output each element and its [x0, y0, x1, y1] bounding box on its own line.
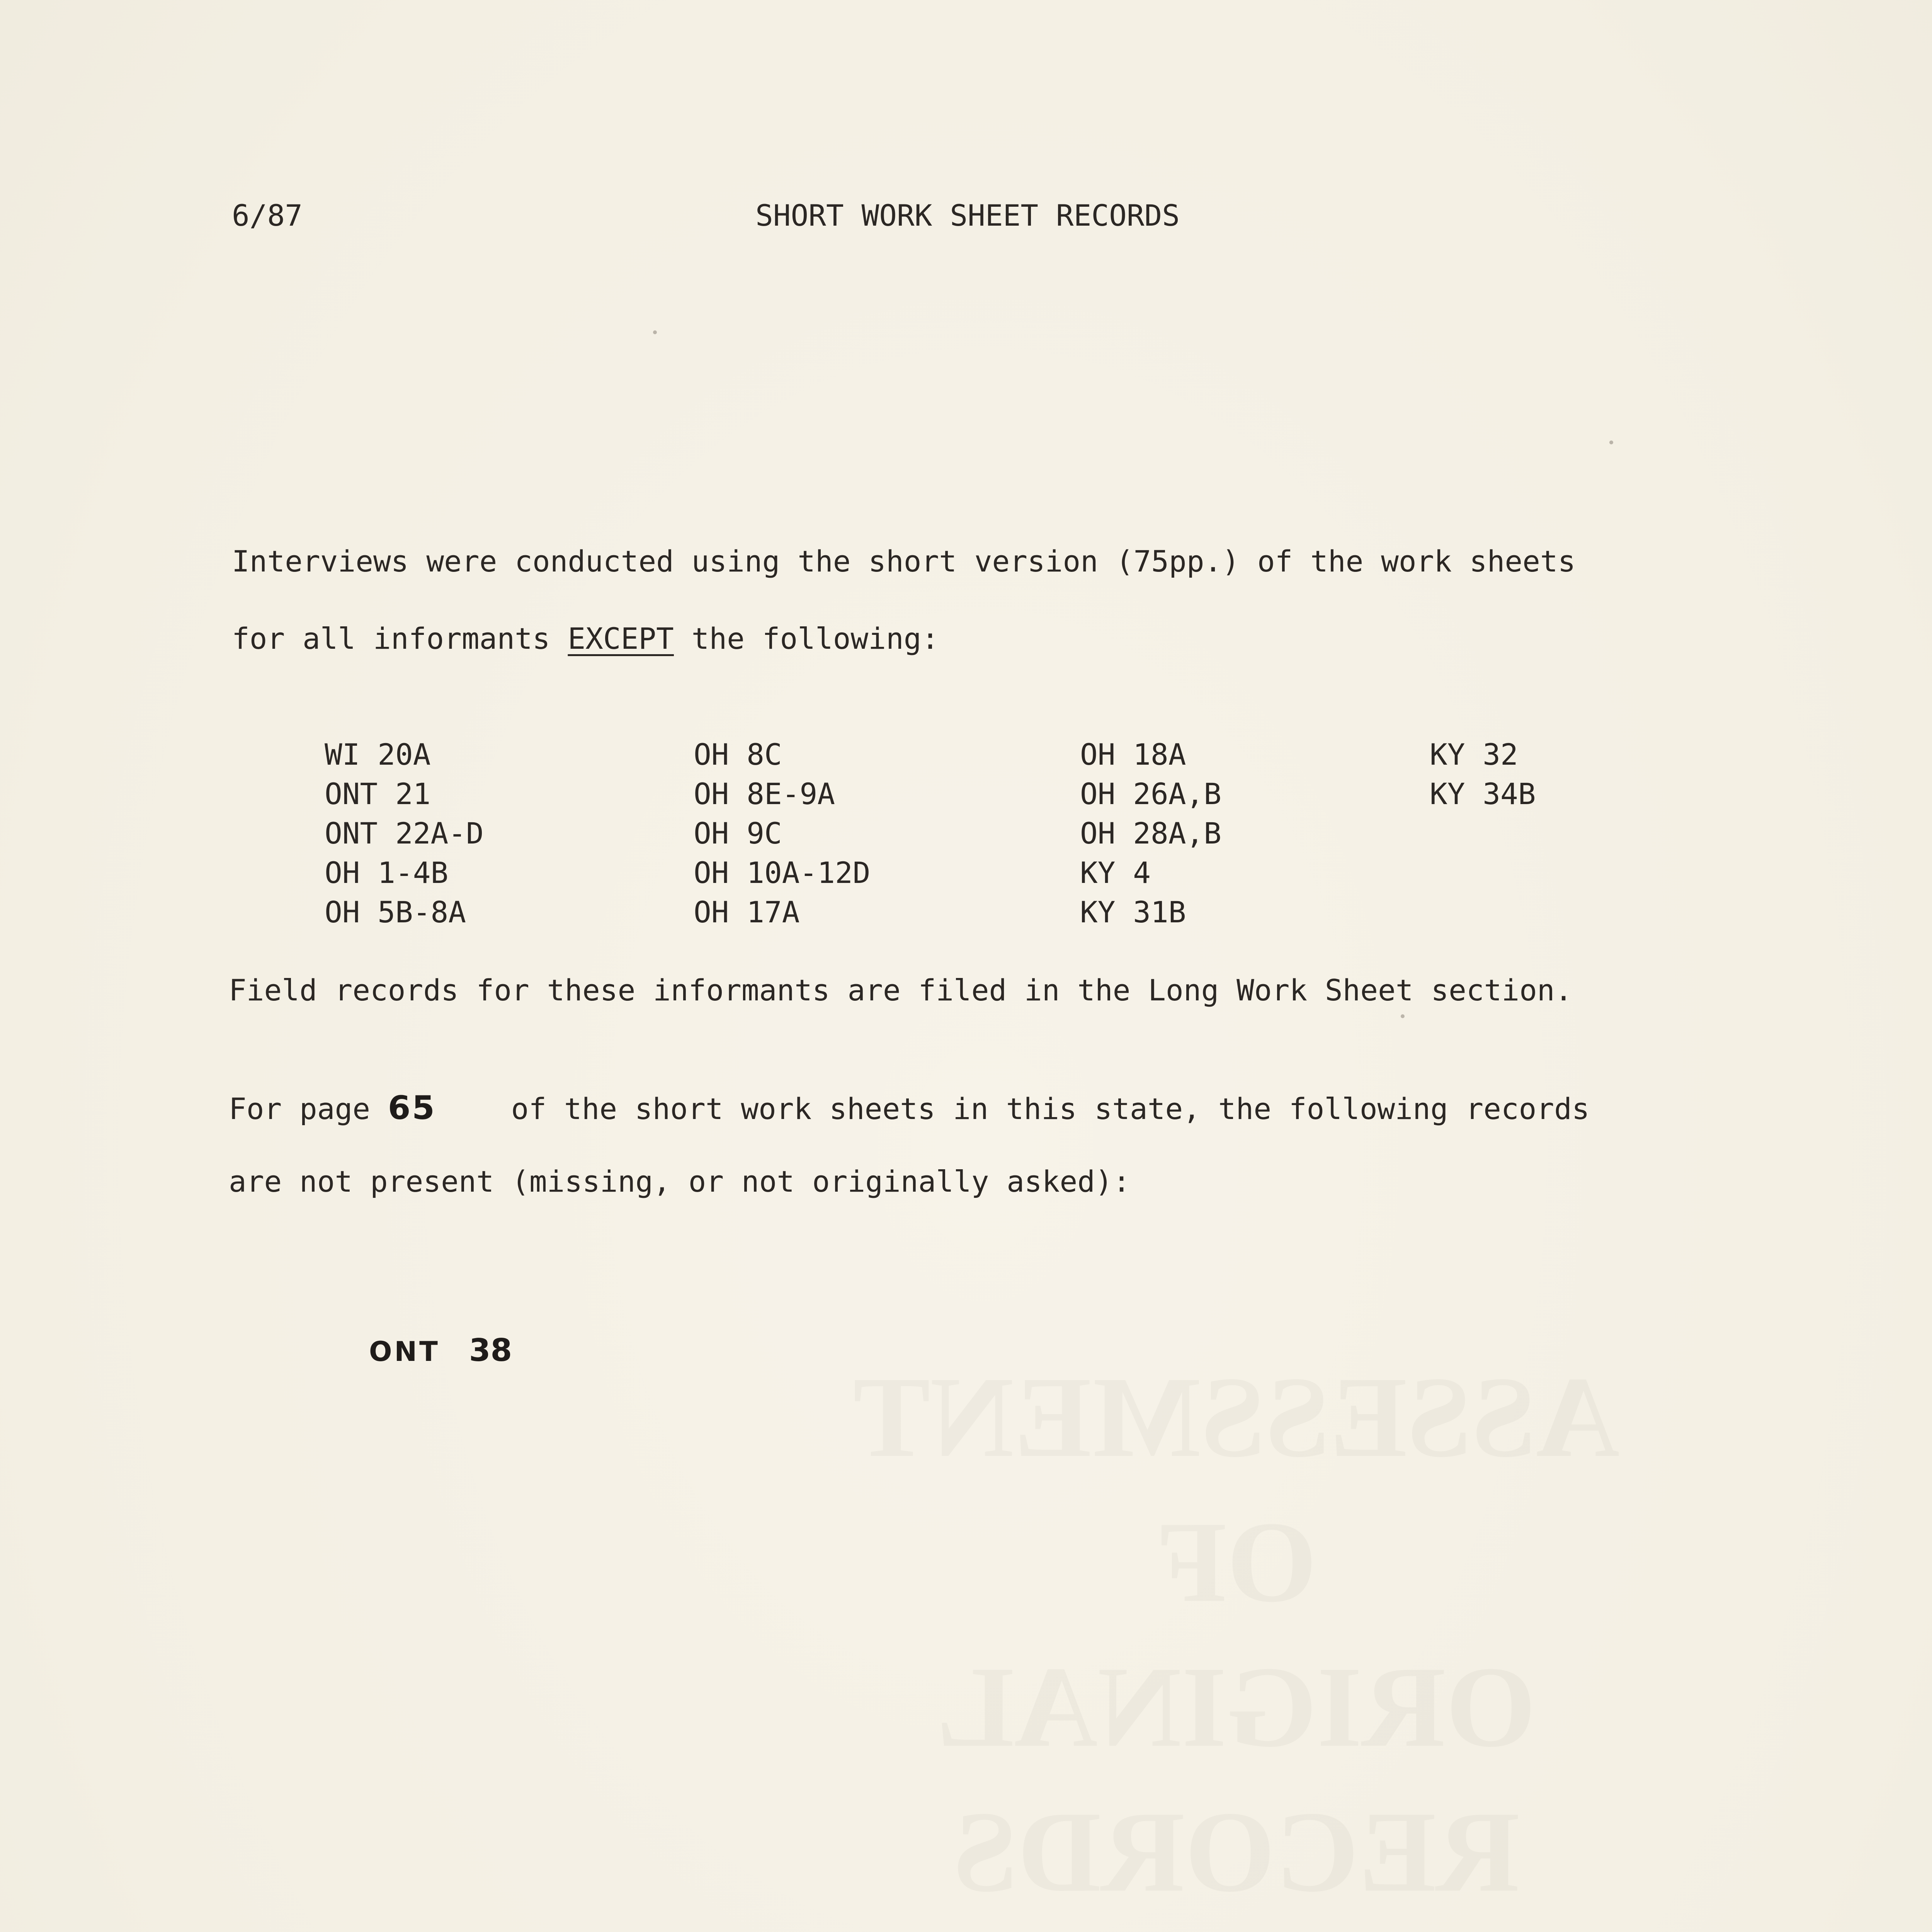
- page-title: SHORT WORK SHEET RECORDS: [755, 198, 1180, 233]
- missing-records-line-1: [229, 1089, 1590, 1127]
- list-item: OH 5B-8A: [325, 895, 466, 929]
- list-item: KY 34B: [1430, 777, 1536, 811]
- handwritten-state: ONT: [369, 1336, 440, 1367]
- list-item: OH 18A: [1080, 737, 1186, 772]
- header-date: 6/87: [232, 198, 303, 233]
- exceptions-column-1: [325, 737, 484, 937]
- intro-line-2-end: the following:: [673, 621, 939, 656]
- missing-records-line-2: are not present (missing, or not originally asked):: [229, 1164, 1131, 1199]
- intro-line-1: Interviews were conducted using the short version (75pp.) of the work sheets: [232, 544, 1576, 578]
- except-emphasis: EXCEPT: [568, 621, 674, 656]
- handwritten-record-number: 38: [469, 1332, 512, 1368]
- list-item: WI 20A: [325, 737, 431, 772]
- list-item: OH 26A,B: [1080, 777, 1222, 811]
- exceptions-column-3: [1080, 737, 1222, 937]
- list-item: OH 8C: [694, 737, 782, 772]
- list-item: OH 1-4B: [325, 855, 449, 890]
- handwritten-missing-record: [369, 1332, 512, 1368]
- intro-line-2-start: for all informants: [232, 621, 568, 656]
- list-item: OH 28A,B: [1080, 816, 1222, 850]
- handwritten-page-number: 65: [388, 1089, 436, 1127]
- list-item: ONT 21: [325, 777, 431, 811]
- list-item: ONT 22A-D: [325, 816, 484, 850]
- list-item: KY 4: [1080, 855, 1151, 890]
- list-item: KY 31B: [1080, 895, 1186, 929]
- missing-line-suffix: of the short work sheets in this state, the following records: [493, 1092, 1590, 1126]
- exceptions-column-2: [694, 737, 871, 937]
- list-item: OH 9C: [694, 816, 782, 850]
- paper-speck: [1401, 1014, 1405, 1018]
- list-item: OH 8E-9A: [694, 777, 835, 811]
- bleed-through-text: ASSESSMENT OF ORIGINAL RECORDS: [853, 1353, 1620, 1916]
- exceptions-column-4: [1430, 737, 1536, 819]
- list-item: OH 10A-12D: [694, 855, 871, 890]
- missing-line-prefix: For page: [229, 1092, 388, 1126]
- list-item: OH 17A: [694, 895, 800, 929]
- intro-line-2: [232, 621, 939, 656]
- field-records-note: Field records for these informants are filed in the Long Work Sheet section.: [229, 973, 1573, 1007]
- paper-speck: [653, 330, 657, 334]
- paper-speck: [1609, 440, 1613, 444]
- list-item: KY 32: [1430, 737, 1518, 772]
